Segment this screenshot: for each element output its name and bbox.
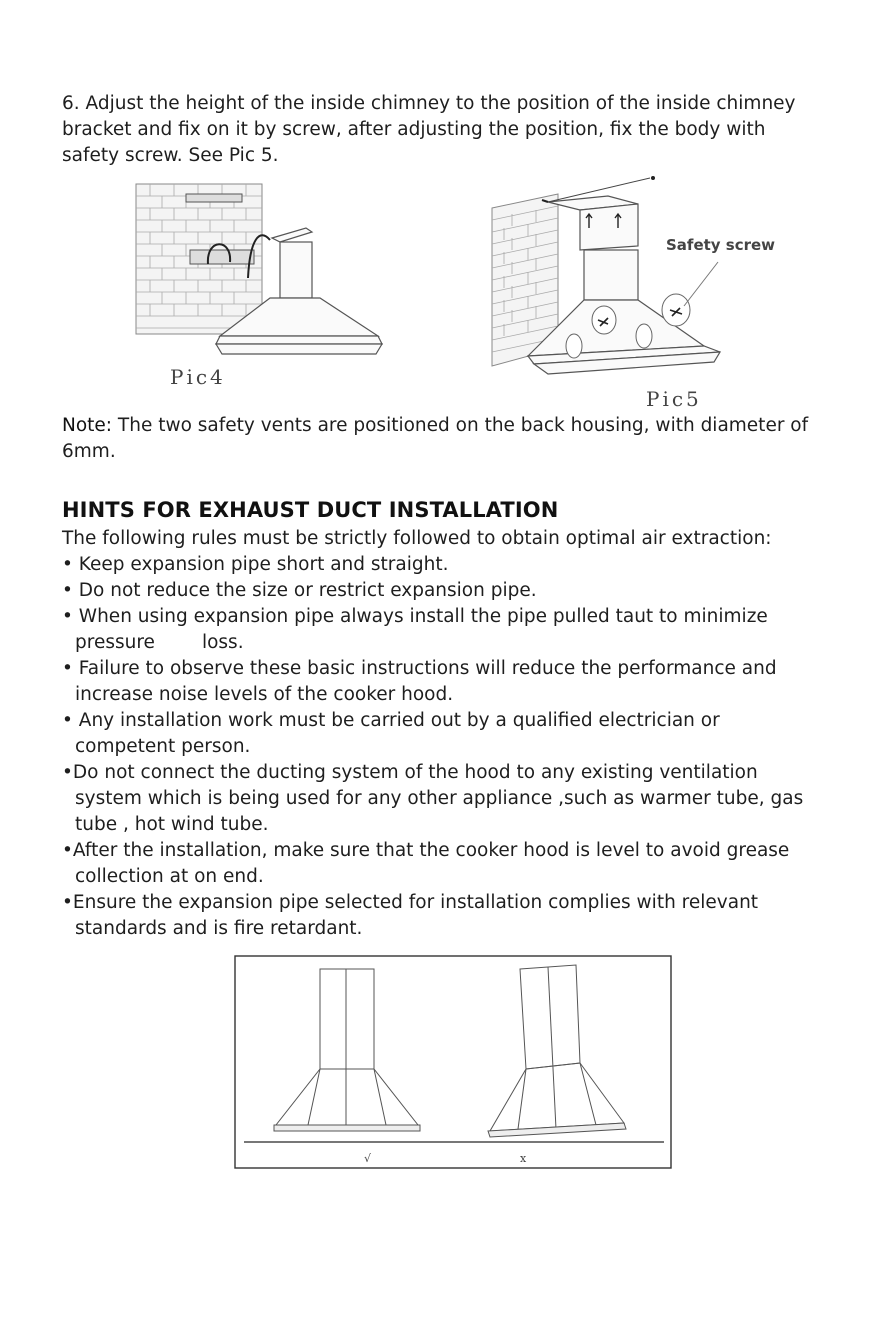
hint-item-5: • Any installation work must be carried out by a qualified electrician or [62, 710, 720, 731]
note-text-line-2: 6mm. [62, 441, 116, 462]
hint-item-4-cont: increase noise levels of the cooker hood. [75, 684, 454, 705]
hint-item-8: •Ensure the expansion pipe selected for installation complies with relevant [62, 892, 759, 913]
pic4-top-bracket [186, 194, 242, 202]
note-text-line-1: The two safety vents are positioned on the back housing, with diameter of [112, 415, 809, 436]
hint-item-6-cont-2: tube , hot wind tube. [75, 814, 269, 835]
hint-item-7-cont: collection at on end. [75, 866, 264, 887]
note-label: Note: [62, 415, 113, 436]
safety-screw-label: Safety screw [666, 236, 776, 254]
wrong-mark: x [520, 1152, 527, 1165]
pic5-caption: Pic5 [646, 387, 702, 410]
pic4-caption: Pic4 [170, 365, 226, 389]
step6-line-2: bracket and fix on it by screw, after adjusting the position, fix the body with [62, 119, 766, 140]
hint-item-2: • Do not reduce the size or restrict expansion pipe. [62, 580, 537, 601]
hint-item-3-cont: pressure loss. [75, 632, 244, 653]
step6-paragraph [62, 91, 852, 169]
pic4-chimney-bracket [190, 250, 254, 264]
hints-list [62, 526, 852, 942]
hint-item-7: •After the installation, make sure that the cooker hood is level to avoid grease [62, 840, 790, 861]
hint-item-3: • When using expansion pipe always install the pipe pulled taut to minimize [62, 606, 768, 627]
hint-item-8-cont: standards and is fire retardant. [75, 918, 363, 939]
hint-item-1: • Keep expansion pipe short and straight. [62, 554, 449, 575]
hint-item-6-cont-1: system which is being used for any other appliance ,such as warmer tube, gas [75, 788, 804, 809]
step6-line-1: 6. Adjust the height of the inside chimney to the position of the inside chimney [62, 93, 796, 114]
hint-item-6: •Do not connect the ducting system of the hood to any existing ventilation [62, 762, 758, 783]
hint-item-4: • Failure to observe these basic instructions will reduce the performance and [62, 658, 777, 679]
hint-item-5-cont: competent person. [75, 736, 251, 757]
correct-mark: √ [364, 1152, 372, 1165]
hints-heading: HINTS FOR EXHAUST DUCT INSTALLATION [62, 498, 559, 522]
pic5-illustration [488, 170, 808, 410]
level-comparison-diagram [234, 955, 672, 1169]
hints-intro: The following rules must be strictly followed to obtain optimal air extraction: [62, 528, 772, 549]
pic4-illustration [130, 178, 430, 398]
step6-line-3: safety screw. See Pic 5. [62, 145, 279, 166]
note-paragraph [62, 413, 862, 465]
